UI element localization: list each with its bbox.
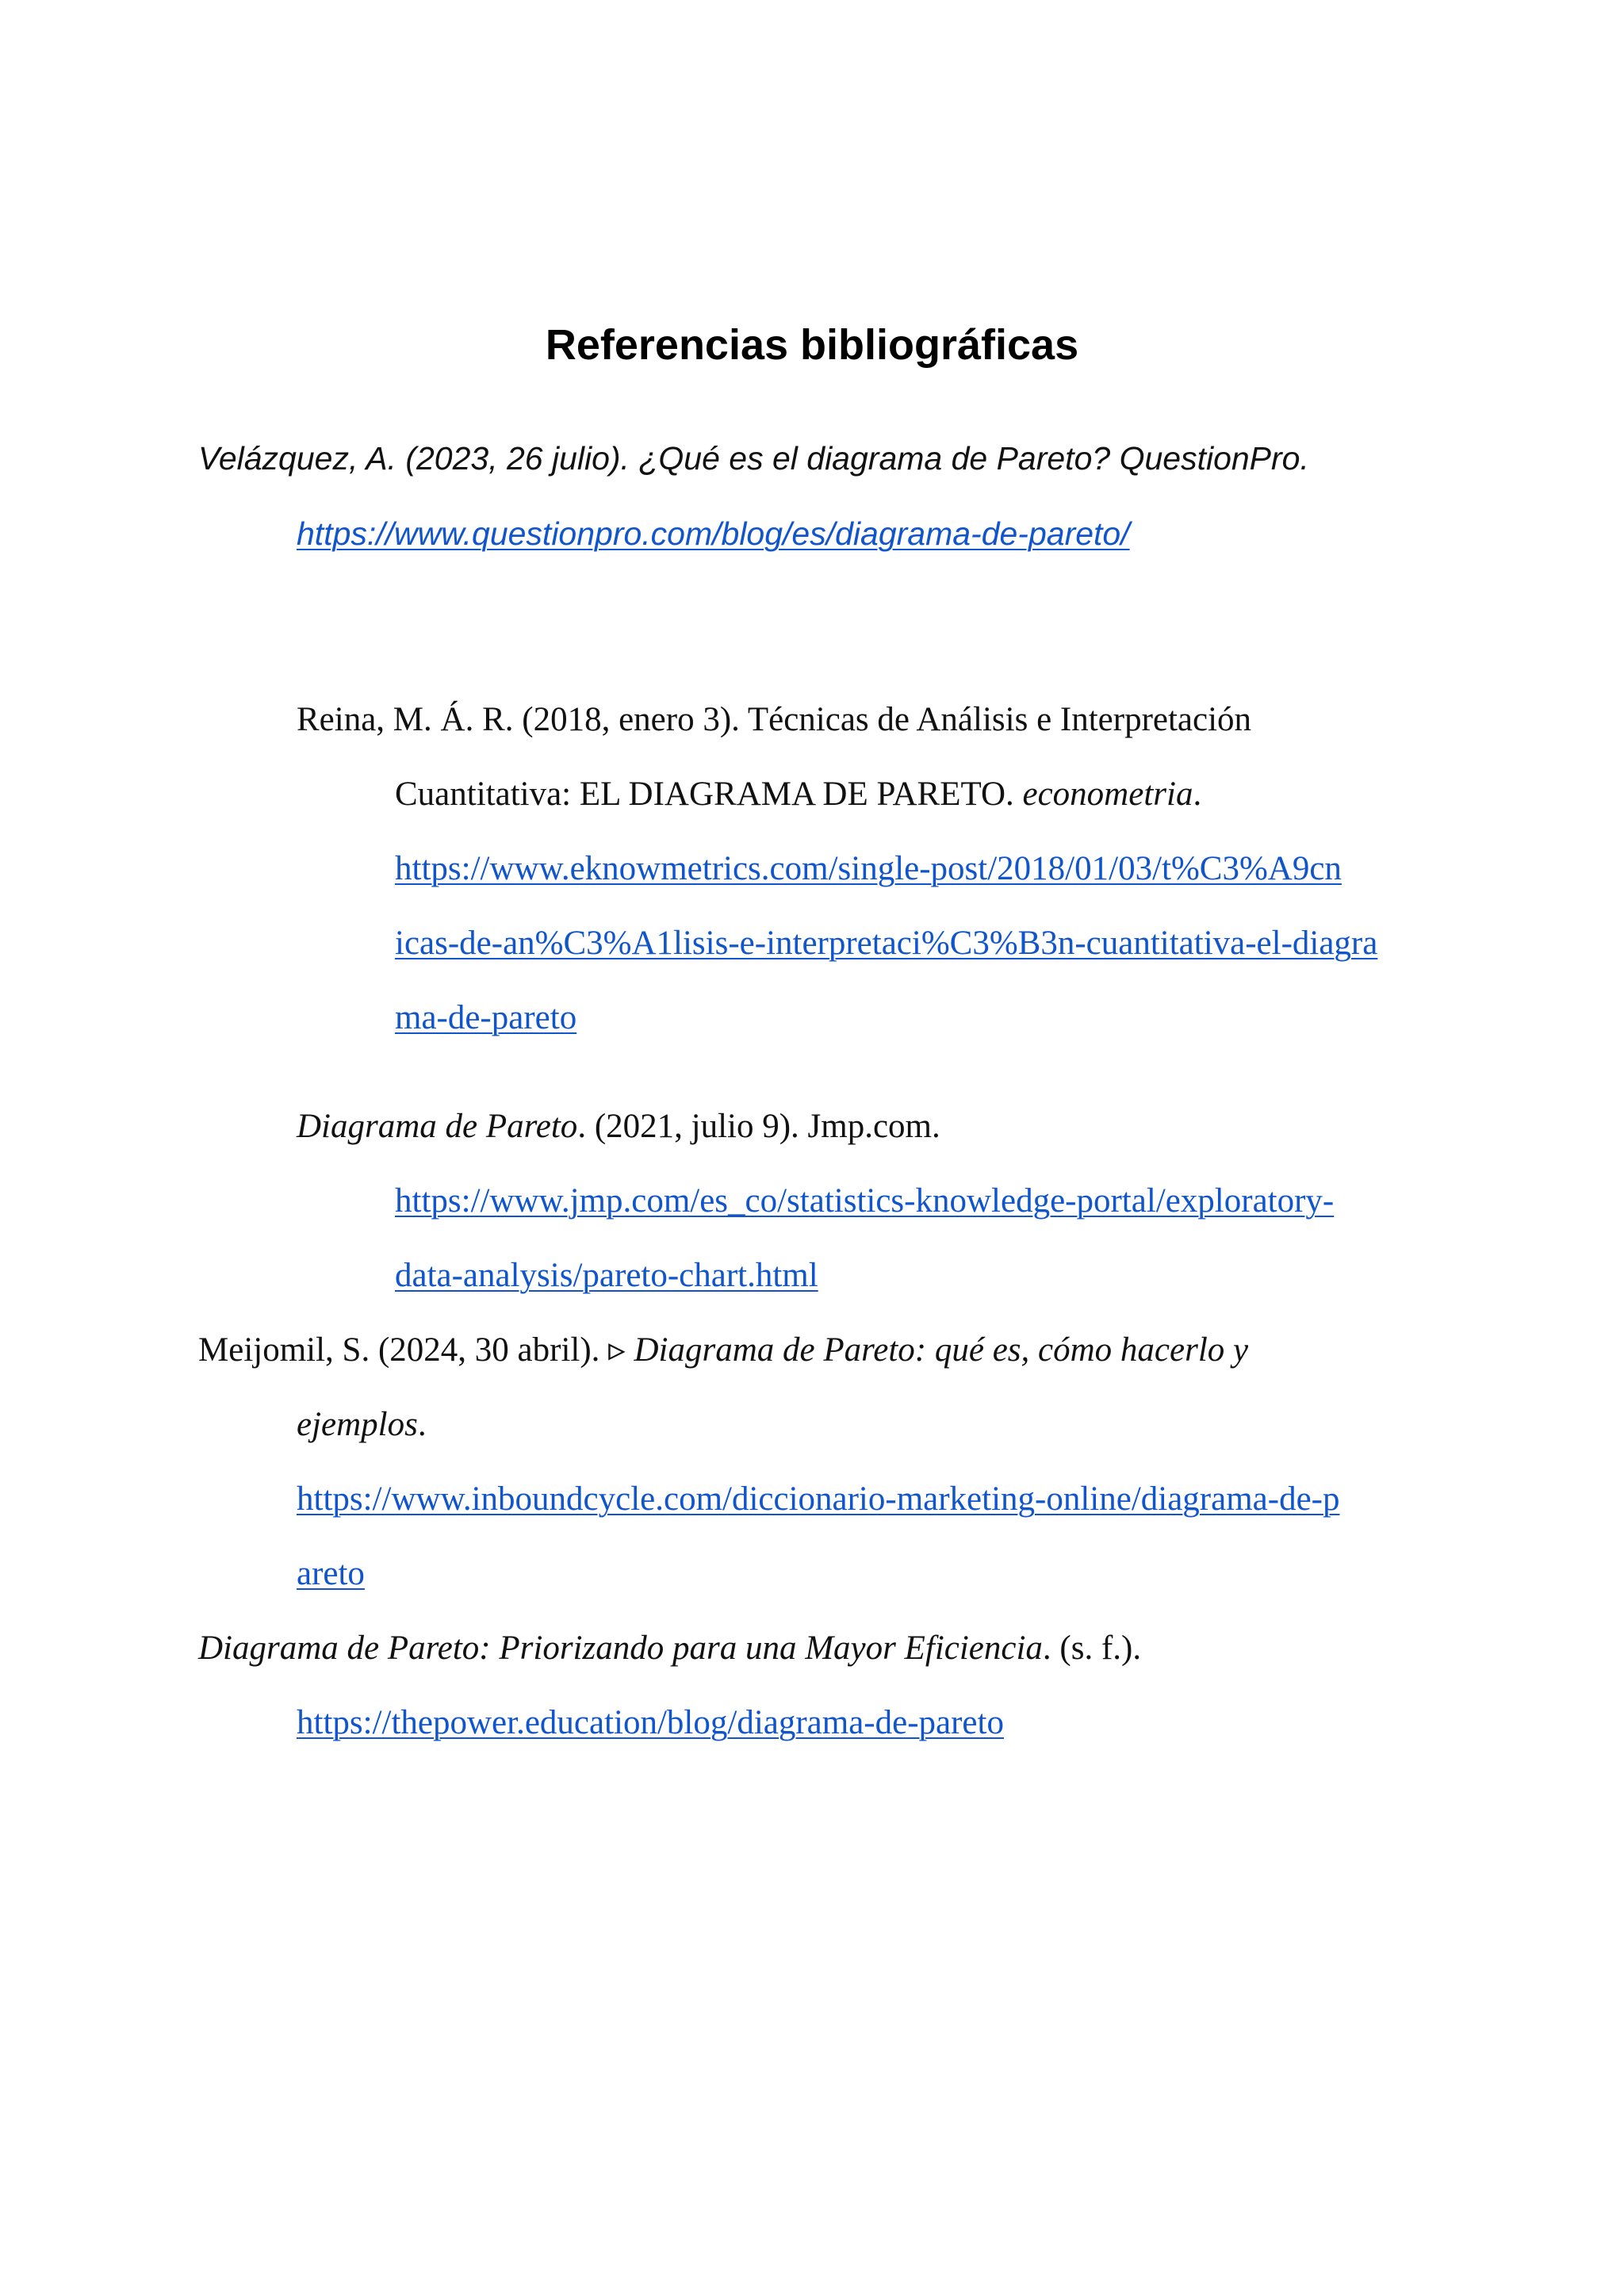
- reference-jmp: [297, 1103, 940, 1151]
- reference-punctuation: .: [1193, 776, 1202, 813]
- reference-reina-url-line: [395, 920, 1377, 967]
- reference-citation: . (s. f.).: [1042, 1630, 1142, 1667]
- reference-link[interactable]: icas-de-an%C3%A1lisis-e-interpretaci%C3%B3n-cuantitativa-el-diagra: [395, 925, 1378, 962]
- reference-citation: Velázquez, A. (2023, 26 julio). ¿Qué es el diagrama de Pareto? QuestionPro.: [198, 440, 1309, 477]
- reference-jmp-url-line: [395, 1252, 818, 1300]
- reference-velazquez-url-line: [297, 510, 1130, 557]
- reference-meijomil-line2: [297, 1401, 427, 1449]
- reference-title: ejemplos: [297, 1406, 418, 1443]
- reference-reina-url-line: [395, 994, 576, 1042]
- reference-title: Diagrama de Pareto: [297, 1108, 578, 1145]
- reference-link[interactable]: https://thepower.education/blog/diagrama-de-pareto: [297, 1704, 1004, 1741]
- reference-title: Cuantitativa: EL DIAGRAMA DE PARETO.: [395, 776, 1014, 813]
- reference-link[interactable]: https://www.questionpro.com/blog/es/diagrama-de-pareto/: [297, 515, 1130, 552]
- reference-velazquez: [198, 435, 1309, 482]
- reference-title: Diagrama de Pareto: qué es, cómo hacerlo y: [634, 1331, 1249, 1369]
- reference-link[interactable]: ma-de-pareto: [395, 999, 577, 1036]
- reference-link[interactable]: https://www.jmp.com/es_co/statistics-knowledge-portal/exploratory-: [395, 1182, 1335, 1220]
- reference-meijomil: [198, 1327, 1248, 1374]
- reference-reina-line2: [395, 771, 1201, 818]
- reference-citation: Reina, M. Á. R. (2018, enero 3). Técnicas de Análisis e Interpretación: [297, 701, 1252, 738]
- reference-link[interactable]: data-analysis/pareto-chart.html: [395, 1257, 818, 1294]
- reference-source: econometria: [1022, 776, 1193, 813]
- reference-meijomil-url-line: [297, 1476, 1339, 1523]
- reference-link[interactable]: areto: [297, 1555, 365, 1592]
- reference-reina: [297, 696, 1251, 744]
- reference-reina-url-line: [395, 845, 1342, 893]
- reference-link[interactable]: https://www.inboundcycle.com/diccionario-marketing-online/diagrama-de-p: [297, 1480, 1340, 1518]
- reference-jmp-url-line: [395, 1178, 1334, 1225]
- reference-thepower-url-line: [297, 1699, 1004, 1747]
- reference-punctuation: .: [417, 1406, 427, 1443]
- reference-link[interactable]: https://www.eknowmetrics.com/single-post/2018/01/03/t%C3%A9cn: [395, 850, 1342, 887]
- reference-meijomil-url-line: [297, 1550, 365, 1598]
- page-title: Referencias bibliográficas: [545, 321, 1079, 369]
- reference-thepower: [198, 1625, 1141, 1672]
- reference-title: Diagrama de Pareto: Priorizando para una Mayor Eficiencia: [198, 1630, 1043, 1667]
- reference-citation: . (2021, julio 9). Jmp.com.: [577, 1108, 940, 1145]
- reference-citation: Meijomil, S. (2024, 30 abril). ▹: [198, 1331, 634, 1369]
